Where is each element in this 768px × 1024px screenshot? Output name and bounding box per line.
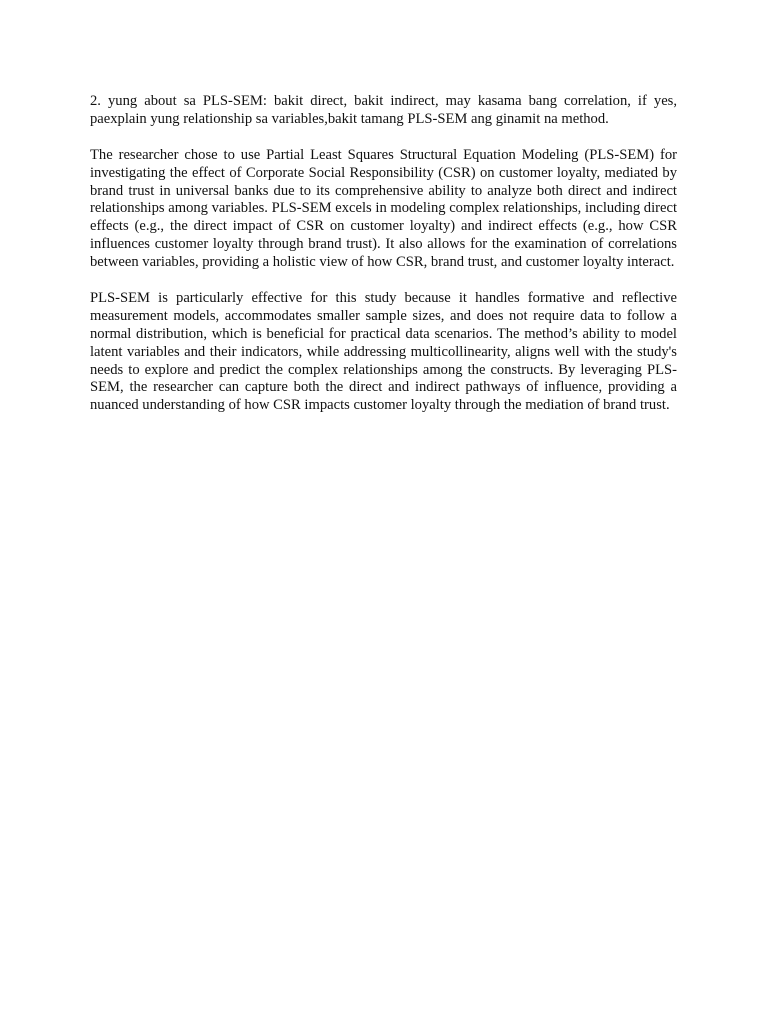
answer-paragraph-2: PLS-SEM is particularly effective for this study because it handles formative and reflective measurement models, accommodates smaller sample sizes, and does not require data to follow a normal distribution, which is beneficial for practical data scenarios. The method’s ability to model latent variables and their indicators, while addressing multicollinearity, aligns well with the study's needs to explore and predict the complex relationships among the constructs. By leveraging PLS-SEM, the researcher can capture both the direct and indirect pathways of influence, providing a nuanced understanding of how CSR impacts customer loyalty through the mediation of brand trust. — [90, 289, 677, 414]
document-body — [90, 93, 677, 433]
question-paragraph: 2. yung about sa PLS-SEM: bakit direct, bakit indirect, may kasama bang correlation, if yes, paexplain yung relationship sa variables,bakit tamang PLS-SEM ang ginamit na method. — [90, 93, 677, 127]
answer-paragraph-1: The researcher chose to use Partial Least Squares Structural Equation Modeling (PLS-SEM) for investigating the effect of Corporate Social Responsibility (CSR) on customer loyalty, mediated by brand trust in universal banks due to its comprehensive ability to analyze both direct and indirect relationships among variables. PLS-SEM excels in modeling complex relationships, including direct effects (e.g., the direct impact of CSR on customer loyalty) and indirect effects (e.g., how CSR influences customer loyalty through brand trust). It also allows for the examination of correlations between variables, providing a holistic view of how CSR, brand trust, and customer loyalty interact. — [90, 146, 677, 271]
